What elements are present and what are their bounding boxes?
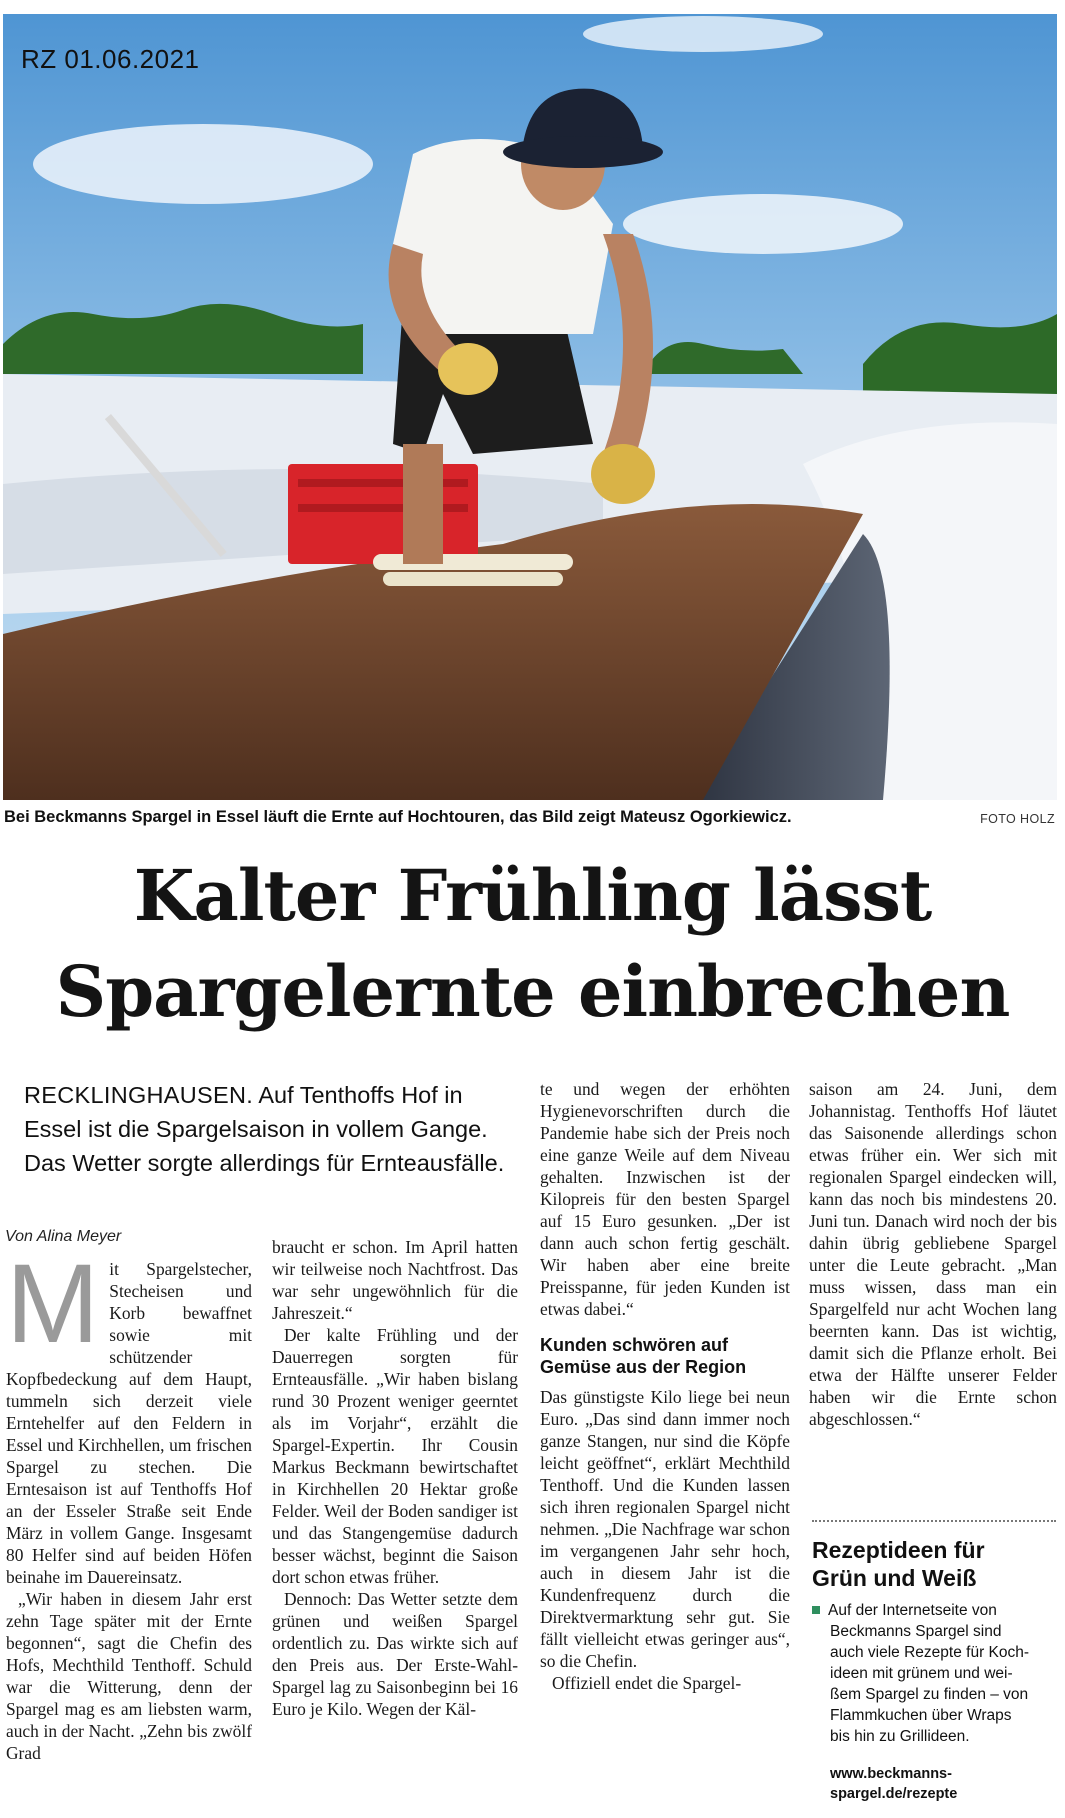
recipe-link[interactable]: www.beckmanns-spargel.de/rezepte xyxy=(830,1766,958,1802)
info-box-line: bis hin zu Grillideen. xyxy=(830,1728,970,1745)
bullet-square-icon xyxy=(812,1606,820,1614)
headline xyxy=(0,848,1065,1040)
article-paragraph: „Wir haben in diesem Jahr erst zehn Tage später mit der Ernte begonnen“, sagt die Chefin des Hofs, Mechthild Tenthoff. Schuld war die Witterung, denn der Spargel mag es am liebsten warm, auch in der Nacht. „Zehn bis zwölf Grad xyxy=(6,1589,252,1763)
info-box-title-line-1: Rezeptideen für xyxy=(812,1537,985,1563)
info-box-line xyxy=(812,1600,1058,1621)
info-box-divider xyxy=(812,1520,1056,1522)
info-box-line: Beckmanns Spargel sind xyxy=(830,1623,1002,1640)
article-paragraph: Das günstigste Kilo liege bei neun Euro. „Das sind dann immer noch ganze Stangen, nur sind die Köpfe leicht geöffnet“, erklärt Mechthild Tenthoff. Und die Kunden lassen sich ihren regionalen Spargel nicht nehmen. „Die Nachfrage war schon im vergangenen Jahr sehr hoch, auch in diesem Jahr ist die Kundenfrequenz durch die Direktvermarktung sehr gut. Sie fällt vielleicht etwas geringer aus“, so die Chefin. xyxy=(540,1387,790,1671)
info-box-line: ideen mit grünem und wei- xyxy=(830,1665,1013,1682)
info-box-line: ßem Spargel zu finden – von xyxy=(830,1686,1029,1703)
info-box-text xyxy=(812,1600,1058,1747)
article-column-2 xyxy=(272,1236,518,1814)
article-paragraph: Dennoch: Das Wetter setzte dem grünen und weißen Spargel ordentlich zu. Das wirkte sich auf den Preis aus. Der Erste-Wahl-Spargel lag zu Saisonbeginn bei 16 Euro je Kilo. Wegen der Käl- xyxy=(272,1589,518,1719)
date-stamp: RZ 01.06.2021 xyxy=(21,44,200,74)
drop-cap: M xyxy=(6,1258,100,1366)
lead-text: Auf Tenthoffs Hof in Essel ist die Spargelsaison in vollem Gange. Das Wetter sorgte allerdings für Ernteausfälle. xyxy=(24,1082,505,1176)
article-column-1 xyxy=(6,1258,252,1814)
article-paragraph: Der kalte Frühling und der Dauerregen sorgten für Ernteausfälle. „Wir haben bislang rund 30 Prozent weniger geerntet als im Vorjahr“, erzählt die Spargel-Expertin. Ihr Cousin Markus Beckmann bewirtschaftet in Kirchhellen 20 Hektar große Felder. Weil der Boden sandiger ist und das Stangengemüse dadurch besser wächst, beginnt die Saison dort schon etwas früher. xyxy=(272,1325,518,1587)
paragraph-text: it Spargelstecher, Stecheisen und Korb bewaffnet sowie mit schützender Kopfbedeckung auf dem Haupt, tummeln sich derzeit viele Erntehelfer auf den Feldern in Essel und Kirchhellen, um frischen Spargel zu stechen. Die Erntesaison ist auf Tenthoffs Hof an der Esseler Straße seit Ende März in vollem Gange. Insgesamt 80 Helfer sind auf beiden Höfen beinahe im Dauereinsatz. xyxy=(6,1259,252,1587)
harvest-photo-illustration xyxy=(3,14,1057,800)
photo-credit: FOTO HOLZ xyxy=(980,812,1055,826)
info-box-line: auch viele Rezepte für Koch- xyxy=(830,1644,1030,1661)
subheading: Kunden schwören auf Gemüse aus der Region xyxy=(540,1335,747,1377)
article-paragraph: Offiziell endet die Spargel- xyxy=(552,1673,742,1693)
article-photo xyxy=(3,14,1057,800)
article-paragraph: te und wegen der erhöhten Hygienevorschriften durch die Pandemie habe sich der Preis noch eine ganze Weile auf dem Niveau gehalten. Inzwischen ist der Kilopreis für den besten Spargel auf 15 Euro gesunken. „Der ist dann auch schon fertig geschält. Wir haben aber eine breite Preisspanne, für jeden Kunden ist etwas dabei.“ xyxy=(540,1079,790,1319)
headline-line-1: Kalter Frühling lässt xyxy=(133,854,932,937)
info-box-title xyxy=(812,1536,985,1592)
article-paragraph: saison am 24. Juni, dem Johannistag. Tenthoffs Hof läutet das Saisonende allerdings schon etwas früher ein. Wer sich mit regionalen Spargel eindecken will, kann das noch bis mindestens 20. Juni tun. Danach wird noch der bis dahin übrig gebliebene Spargel unter die Leute gebracht. „Man muss wissen, dass man ein Spargelfeld nur acht Wochen lang beernten kann. Das ist wichtig, damit sich die Pflanze erholt. Bei etwa der Hälfte unserer Felder haben wir die Ernte schon abgeschlossen.“ xyxy=(809,1079,1057,1429)
article-column-4 xyxy=(809,1078,1057,1430)
dateline-place: RECKLINGHAUSEN. xyxy=(24,1082,254,1108)
info-box-title-line-2: Grün und Weiß xyxy=(812,1565,977,1591)
lead-paragraph xyxy=(24,1078,524,1180)
article-paragraph xyxy=(6,1258,252,1588)
byline: Von Alina Meyer xyxy=(5,1228,122,1245)
article-column-3 xyxy=(540,1078,790,1814)
info-box-line: Flammkuchen über Wraps xyxy=(830,1707,1012,1724)
photo-caption: Bei Beckmanns Spargel in Essel läuft die Ernte auf Hochtouren, das Bild zeigt Mateusz Ogorkiewicz. xyxy=(4,808,792,826)
info-box-line-text: Auf der Internetseite von xyxy=(828,1602,997,1619)
article-paragraph: braucht er schon. Im April hatten wir teilweise noch Nachtfrost. Das war sehr ungewöhnlich für die Jahreszeit.“ xyxy=(272,1237,518,1323)
headline-line-2: Spargelernte einbrechen xyxy=(55,950,1010,1033)
